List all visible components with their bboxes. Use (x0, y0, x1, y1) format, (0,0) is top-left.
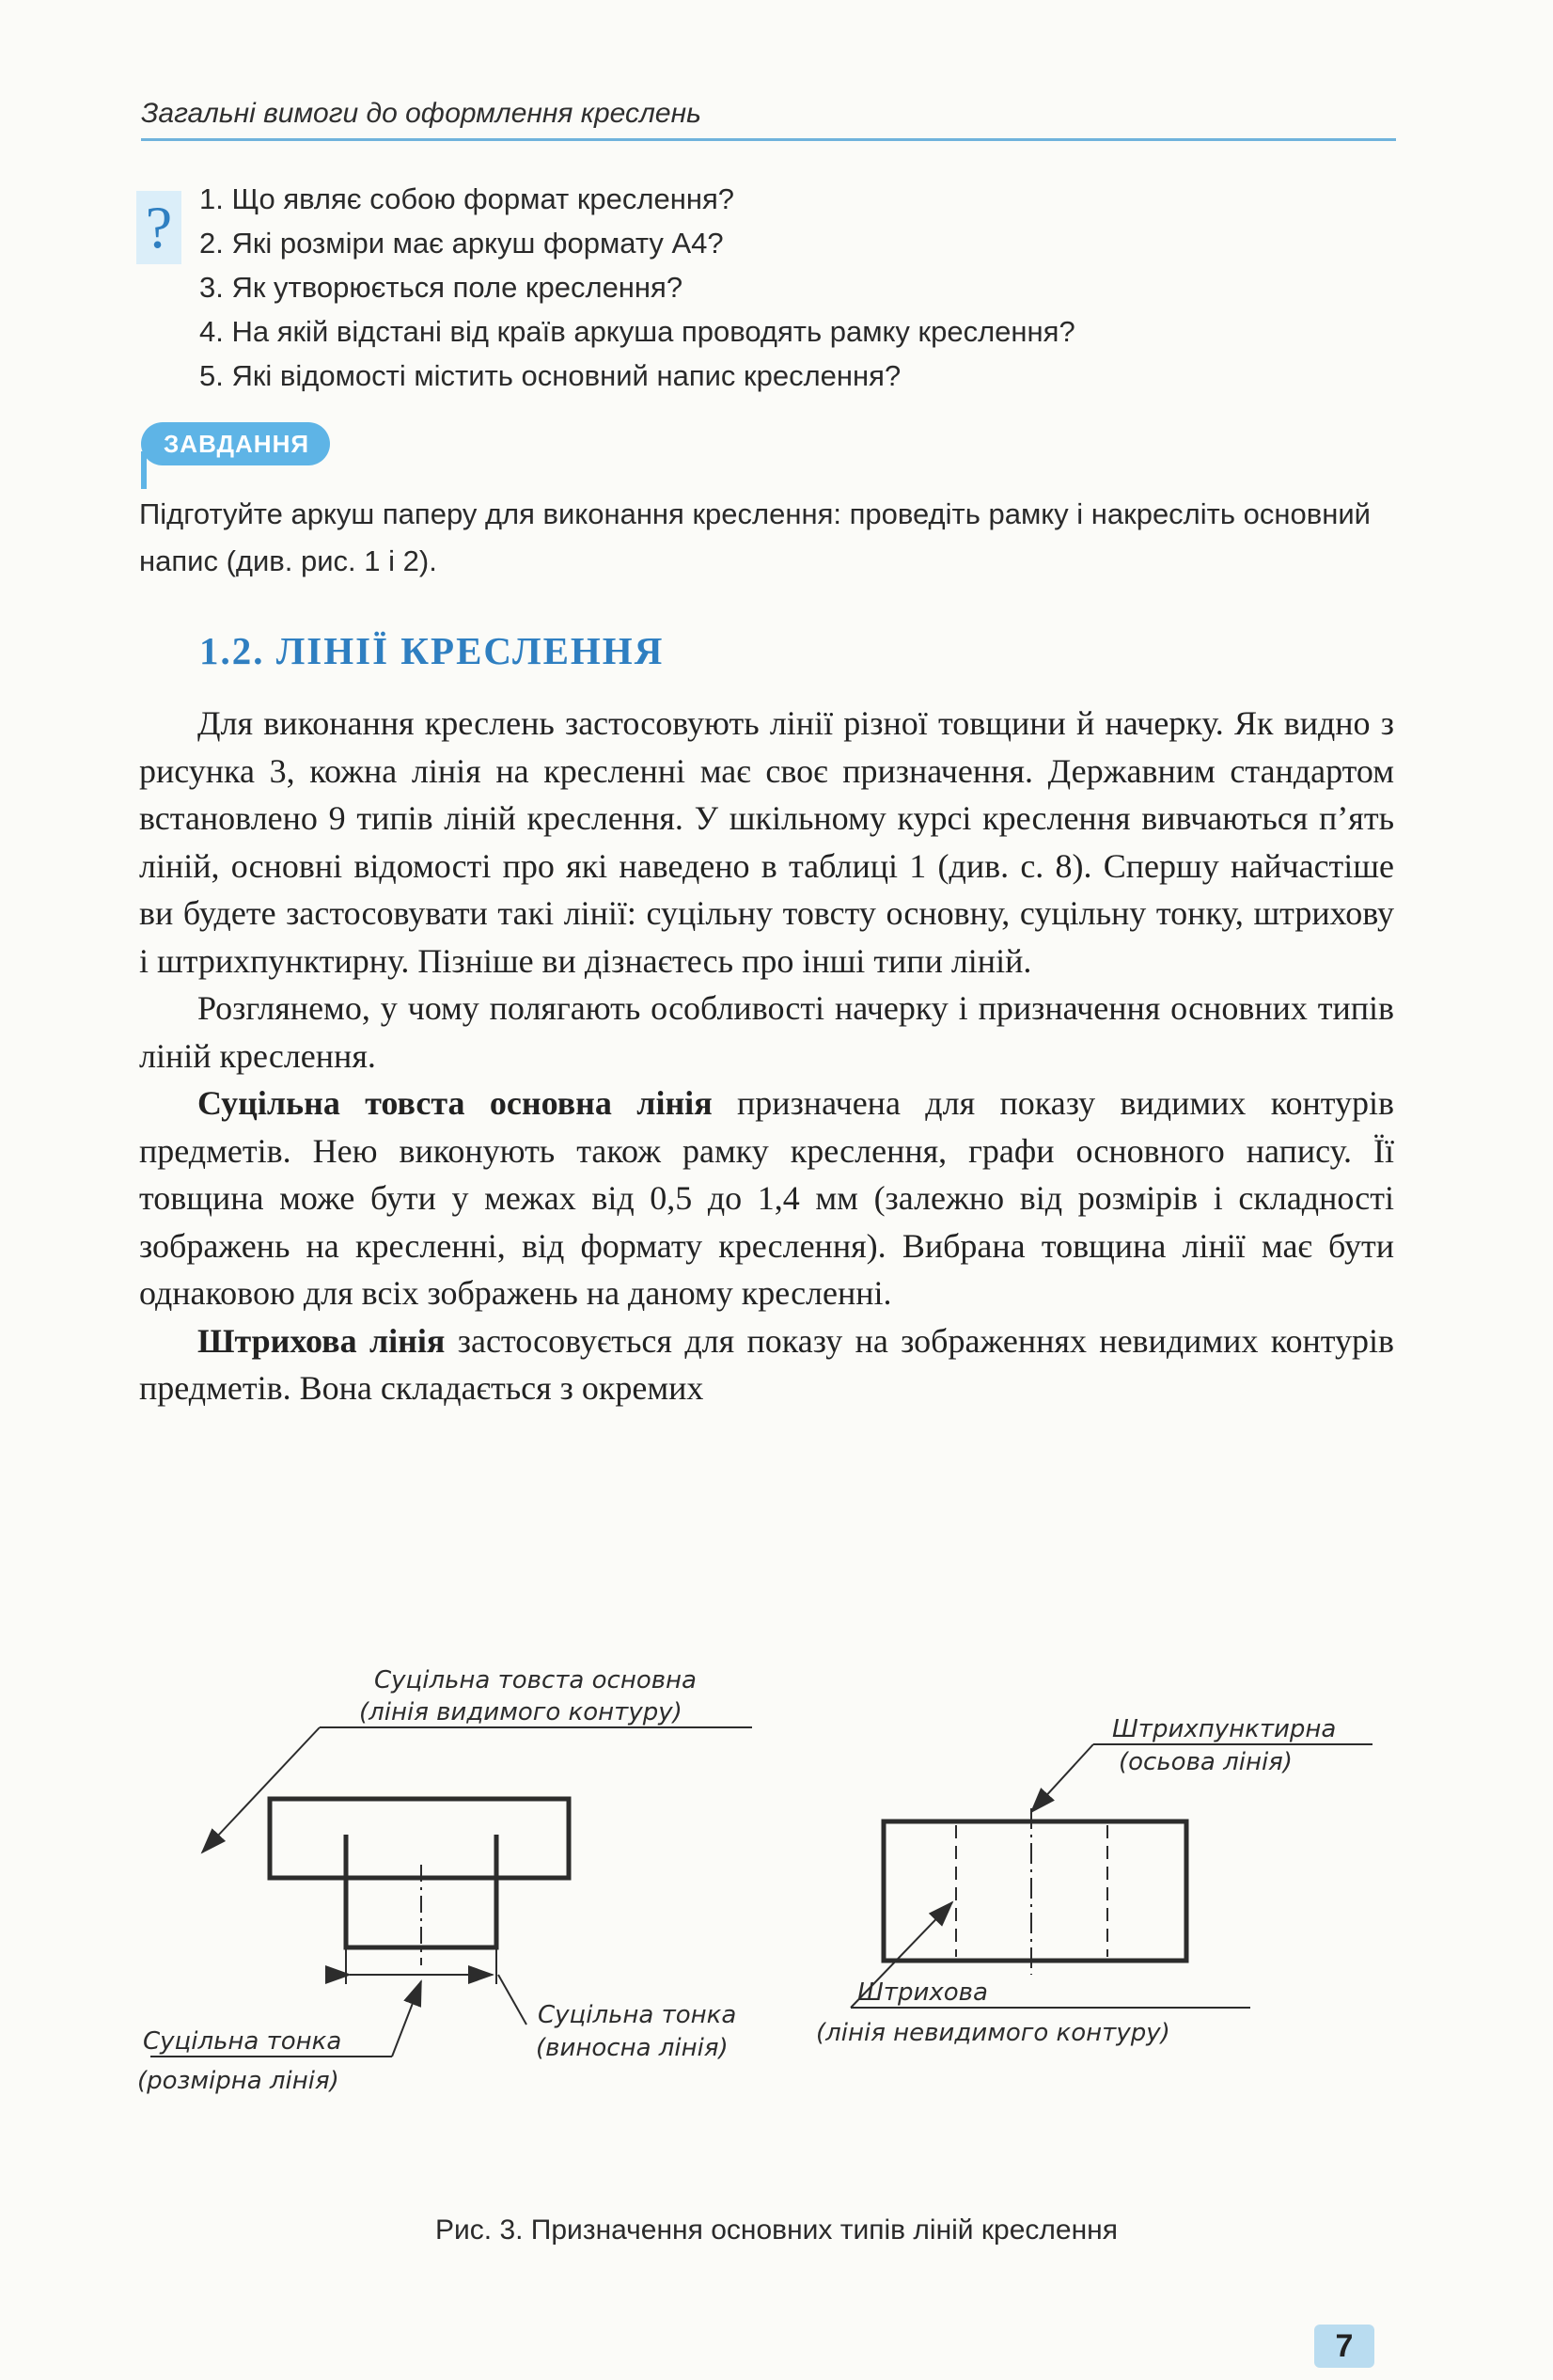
task-text: Підготуйте аркуш паперу для виконання креслення: проведіть рамку і накресліть основний напис (див. рис. 1 і 2). (139, 497, 1371, 577)
label-extension-line: Суцільна тонка (538, 2001, 737, 2029)
leader-axis (1031, 1744, 1093, 1812)
page-number: 7 (1314, 2325, 1374, 2368)
question-mark-icon: ? (136, 191, 181, 264)
label-hidden-line-purpose: (лінія невидимого контуру) (816, 2019, 1170, 2047)
label-dimension-line: Суцільна тонка (143, 2027, 342, 2056)
label-thick-line: Суцільна товста основна (374, 1666, 697, 1694)
leader-ext (498, 1975, 526, 2025)
paragraph (139, 1080, 1394, 1317)
paragraph: Розглянемо, у чому полягають особливості начерку і призначення основних типів ліній креслення. (139, 989, 1394, 1075)
task-badge: ЗАВДАННЯ (141, 422, 330, 465)
task-badge-tail (141, 451, 147, 489)
question-item: 3. Як утворюється поле креслення? (199, 271, 683, 304)
paragraph-text: застосовується для показу на зображеннях невидимих контурів предметів. Вона складається з окремих (139, 1321, 1394, 1407)
term-bold: Штрихова лінія (197, 1321, 446, 1360)
paragraph: Для виконання креслень застосовують лінії різної товщини й начерку. Як видно з рисунка 3, кожна лінія на кресленні має своє призначення. Державним стандартом встановлено 9 типів ліній креслення. У шкільному курсі креслення вивчаються п’ять ліній, основні відомості про які наведено в таблиці 1 (див. с. 8). Спершу найчастіше ви будете застосовувати такі лінії: суцільну товсту основну, суцільну тонку, штрихову і штрихпунктирну. Пізніше ви дізнаєтесь про інші типи ліній. (139, 704, 1394, 980)
question-item: 5. Які відомості містить основний напис креслення? (199, 359, 902, 392)
header-divider (141, 138, 1396, 141)
paragraph-text: призначена для показу видимих контурів предметів. Нею виконують також рамку креслення, графи основного напису. Її товщина може бути у межах від 0,5 до 1,4 мм (залежно від розмірів і складності зображень на кресленні, від формату креслення). Вибрана товщина лінії має бути однаковою для всіх зображень на даному кресленні. (139, 1084, 1394, 1312)
figure-line-types (113, 1650, 1448, 2177)
body-text (139, 700, 1394, 1412)
review-questions-list (199, 177, 1075, 398)
line-types-drawing (113, 1650, 1448, 2177)
question-item: 4. На якій відстані від країв аркуша проводять рамку креслення? (199, 315, 1075, 348)
leader-dim (392, 1981, 421, 2057)
label-axis-line-purpose: (осьова лінія) (1119, 1748, 1293, 1776)
figure-caption: Рис. 3. Призначення основних типів ліній креслення (435, 2215, 1118, 2246)
question-item: 1. Що являє собою формат креслення? (199, 182, 734, 215)
label-hidden-line: Штрихова (857, 1978, 988, 2007)
label-dimension-line-purpose: (розмірна лінія) (137, 2067, 339, 2095)
label-thick-line-purpose: (лінія видимого контуру) (359, 1698, 682, 1726)
running-title: Загальні вимоги до оформлення креслень (141, 98, 701, 129)
label-axis-line: Штрихпунктирна (1112, 1715, 1337, 1743)
visible-contour-shape (270, 1799, 569, 1947)
label-extension-line-purpose: (виносна лінія) (536, 2034, 729, 2062)
paragraph (139, 1317, 1394, 1412)
section-title: 1.2. ЛІНІЇ КРЕСЛЕННЯ (199, 629, 665, 672)
term-bold: Суцільна товста основна лінія (197, 1084, 713, 1122)
hidden-contour-rect (884, 1821, 1186, 1961)
question-item: 2. Які розміри має аркуш формату А4? (199, 227, 724, 260)
leader-thick (202, 1727, 320, 1852)
